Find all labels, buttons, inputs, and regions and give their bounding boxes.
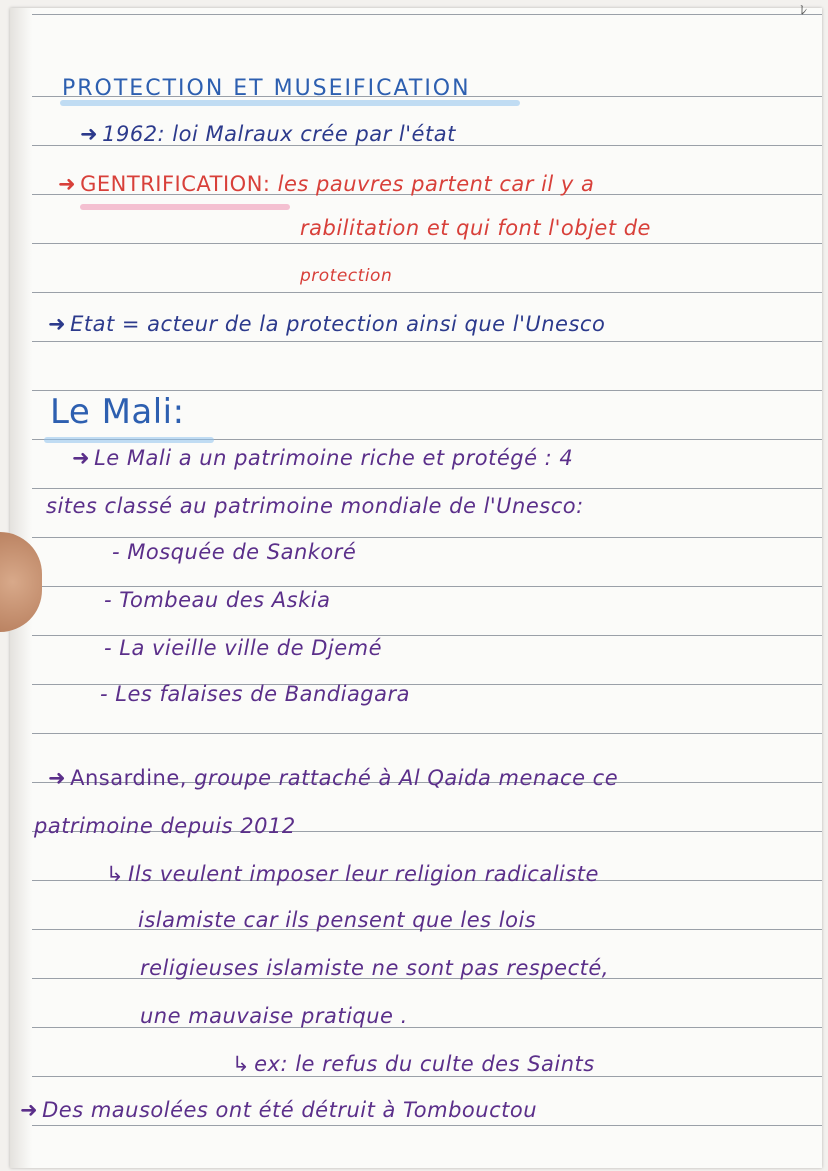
note-line: ➜ Ansardine, groupe rattaché à Al Qaida menace ce: [48, 766, 619, 790]
section-title-protection: PROTECTION ET MUSEIFICATION: [62, 76, 471, 101]
note-line: religieuses islamiste ne sont pas respecté,: [140, 956, 609, 980]
site-item: - Les falaises de Bandiagara: [100, 682, 411, 706]
note-line: ➜ 1962: loi Malraux crée par l'état: [80, 122, 456, 146]
note-line: une mauvaise pratique .: [140, 1004, 408, 1028]
note-line: patrimoine depuis 2012: [34, 814, 296, 838]
note-line: ➜ Des mausolées ont été détruit à Tombouctou: [20, 1098, 538, 1122]
note-line: sites classé au patrimoine mondiale de l'Unesco:: [46, 494, 584, 518]
note-line: protection: [300, 266, 393, 286]
arrow-icon: ➜: [58, 172, 77, 196]
note-line: ↳ ex: le refus du culte des Saints: [232, 1052, 595, 1076]
note-line: ➜ Etat = acteur de la protection ainsi que l'Unesco: [48, 312, 606, 336]
return-arrow-icon: ↳: [232, 1052, 251, 1076]
arrow-icon: ➜: [48, 312, 67, 336]
arrow-icon: ➜: [72, 446, 91, 470]
site-item: - Mosquée de Sankoré: [112, 540, 357, 564]
return-arrow-icon: ↳: [106, 862, 125, 886]
gentrification-label: GENTRIFICATION:: [80, 172, 271, 196]
ansardine-label: Ansardine,: [70, 766, 187, 790]
note-line: ↳ Ils veulent imposer leur religion radicaliste: [106, 862, 599, 886]
gentrification-highlight: [80, 204, 290, 210]
site-item: - La vieille ville de Djemé: [104, 636, 383, 660]
arrow-icon: ➜: [20, 1098, 39, 1122]
note-line: ➜ Le Mali a un patrimoine riche et protégé : 4: [72, 446, 574, 470]
arrow-icon: ➜: [80, 122, 99, 146]
note-line: islamiste car ils pensent que les lois: [138, 908, 537, 932]
site-item: - Tombeau des Askia: [104, 588, 331, 612]
arrow-icon: ➜: [48, 766, 67, 790]
section-title-mali: Le Mali:: [50, 392, 185, 432]
note-line: rabilitation et qui font l'objet de: [300, 216, 651, 240]
corner-mark: ﾚ: [800, 3, 807, 19]
mali-title-highlight: [44, 437, 214, 443]
note-line: ➜ GENTRIFICATION: les pauvres partent car il y a: [58, 172, 595, 196]
